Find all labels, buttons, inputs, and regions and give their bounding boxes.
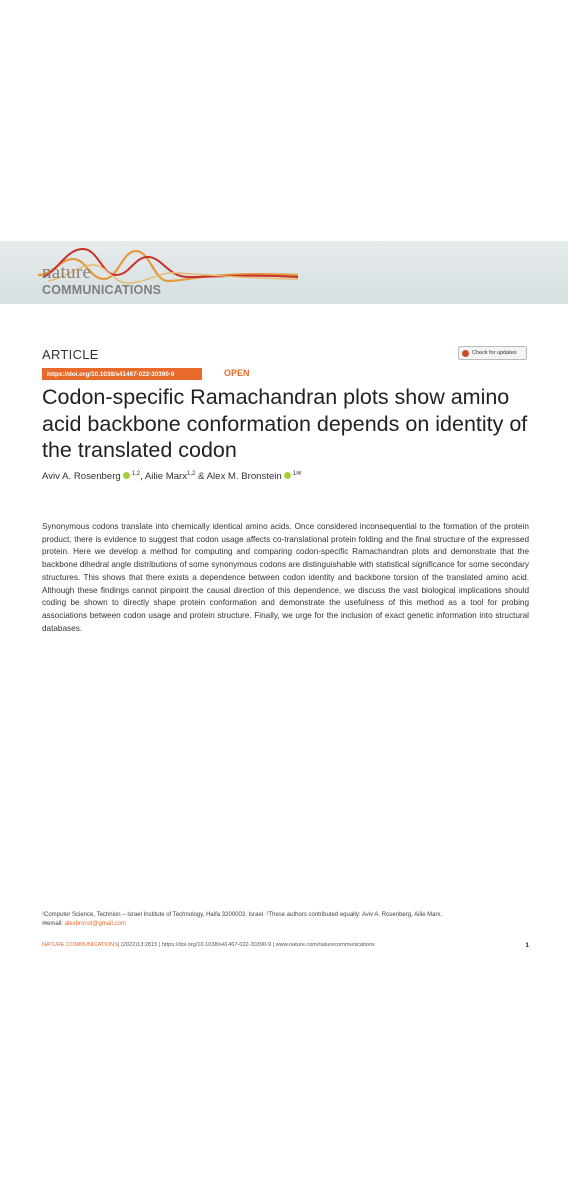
orcid-icon[interactable] bbox=[123, 472, 130, 479]
author-affiliation: 1✉ bbox=[292, 471, 302, 477]
page-number: 1 bbox=[525, 942, 529, 949]
check-for-updates-button[interactable] bbox=[458, 346, 527, 360]
footer-citation: | (2022)13:2815 | https://doi.org/10.1038/s41467-022-30390-9 | www.nature.com/naturecommunications bbox=[117, 942, 375, 948]
logo-nature-text: nature bbox=[42, 262, 92, 283]
affiliation-footnote bbox=[42, 911, 532, 929]
page-footer bbox=[42, 942, 529, 949]
author-name[interactable]: Ailie Marx bbox=[144, 471, 188, 483]
doi-link[interactable]: https://doi.org/10.1038/s41467-022-30390-9 bbox=[42, 368, 202, 380]
abstract-text: Synonymous codons translate into chemically identical amino acids. Once considered inconsequential to the formation of the protein product, there is evidence to suggest that codon usage affects co-translational protein folding and the final structure of the expressed protein. Here we develop a method for computing and comparing codon-specific Ramachandran plots and demonstrate that the backbone dihedral angle distributions of some synonymous codons are distinguishable with statistical significance for some secondary structures. This shows that there exists a dependence between codon identity and backbone torsion of the translated amino acid. Although these findings cannot pinpoint the causal direction of this dependence, we discuss the vast biological implications should coding be shown to directly shape protein conformation and demonstrate the usefulness of this method as a tool for probing associations between codon usage and protein structure. Finally, we urge for the inclusion of exact genetic information into structural databases. bbox=[42, 522, 529, 633]
footer-journal-name: NATURE COMMUNICATIONS bbox=[42, 942, 118, 948]
corresponding-email-link[interactable]: alexbronst@gmail.com bbox=[64, 921, 126, 927]
email-prefix: ✉email: bbox=[42, 921, 65, 927]
author-affiliation: 1,2 bbox=[187, 471, 196, 477]
author-separator: & bbox=[195, 471, 207, 483]
check-updates-icon bbox=[462, 350, 469, 357]
orcid-icon[interactable] bbox=[284, 472, 291, 479]
author-name[interactable]: Alex M. Bronstein bbox=[206, 471, 282, 483]
author-list bbox=[42, 470, 522, 482]
check-updates-label: Check for updates bbox=[472, 350, 517, 356]
article-type-label: ARTICLE bbox=[42, 347, 99, 362]
article-title: Codon-specific Ramachandran plots show amino acid backbone conformation depends on identity of the translated codon bbox=[42, 385, 528, 462]
affiliation-text: ¹Computer Science, Technion – Israel Institute of Technology, Haifa 3200003, Israel. ²These authors contributed equally: Aviv A. Rosenberg, Ailie Marx. bbox=[42, 912, 443, 918]
open-access-label: OPEN bbox=[224, 368, 250, 378]
author-name[interactable]: Aviv A. Rosenberg bbox=[42, 471, 121, 483]
author-affiliation: 1,2 bbox=[131, 471, 141, 477]
author-separator: , bbox=[140, 471, 145, 483]
logo-communications-text: COMMUNICATIONS bbox=[42, 283, 162, 297]
